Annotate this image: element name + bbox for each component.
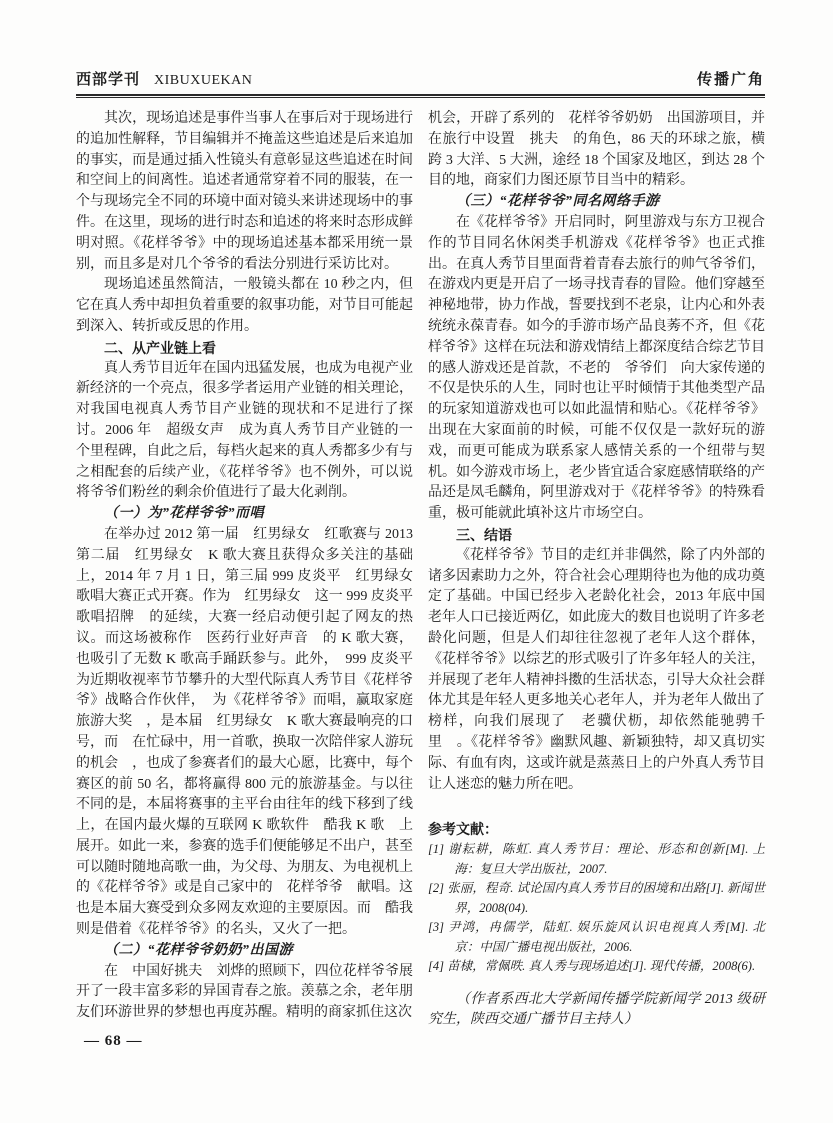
author-note: （作者系西北大学新闻传播学院新闻学 2013 级研究生，陕西交通广播节目主持人） [428, 991, 765, 1028]
paragraph: 在《花样爷爷》开启同时，阿里游戏与东方卫视合作的节目同名休闲类手机游戏《花样爷爷》也正式推出。在真人秀节目里面背着青春去旅行的帅气爷爷们，在游戏内更是开启了一场寻找青春的冒险。他们穿越至神秘地带，协力作战，誓要找到不老泉，让内心和外表统统永葆青春。如今的手游市场产品良莠不齐，但《花样爷爷》这样在玩法和游戏情结上都深度结合综艺节目的感人游戏还是首款，不老的 爷爷们 向大家传递的不仅是快乐的人生，同时也让平时倾情于其他类型产品的玩家知道游戏也可以如此温情和贴心。《花样爷爷》出现在大家面前的时候，可能不仅仅是一款好玩的游戏，而更可能成为联系家人感情关系的一个纽带与契机。如今游戏市场上，老少皆宜适合家庭感情联络的产品还是凤毛麟角，阿里游戏对于《花样爷爷》的特殊看重，极可能就此填补这片市场空白。 [428, 214, 765, 522]
paragraph: 现场追述虽然简洁，一般镜头都在 10 秒之内，但它在真人秀中却担负着重要的叙事功能，对节目可能起到深入、转折或反思的作用。 [76, 277, 413, 334]
references-title: 参考文献： [428, 821, 498, 838]
paragraph: 在举办过 2012 第一届 红男绿女 红歌赛与 2013 第二届 红男绿女 K 歌大赛且获得众多关注的基础上，2014 年 7 月 1 日，第三届 999 皮炎平 红男绿女 歌唱大赛正式开赛。作为 红男绿女 这一 999 皮炎平 歌唱招牌 的延续，大赛一经启动便引起了网友的热议。而这场被称作 医药行业好声音 的 K 歌大赛，也吸引了无数 K 歌高手踊跃参与。此外， 999 皮炎平 为近期收视率节节攀升的大型代际真人秀节目《花样爷爷》战略合作伙伴， 为《花样爷爷》而唱，赢取家庭旅游大奖 ，是本届 红男绿女 K 歌大赛最响亮的口号，而 在忙碌中，用一首歌，换取一次陪伴家人游玩的机会 ，也成了参赛者们的最大心愿，比赛中，每个赛区的前 50 名，都将赢得 800 元的旅游基金。与以往不同的是，本届将赛事的主平台由往年的线下移到了线上，在国内最火爆的互联网 K 歌软件 酷我 K 歌 上展开。如此一来，参赛的选手们便能够足不出户，甚至可以随时随地高歌一曲，为父母、为朋友、为电视机上的《花样爷爷》或是自己家中的 花样爷爷 献唱。这也是本届大赛受到众多网友欢迎的主要原因。而 酷我 则是借着《花样爷爷》的名头，又火了一把。 [76, 526, 427, 938]
section-heading: 二、从产业链上看 [104, 339, 216, 356]
sub-section-heading: （二）“花样爷爷奶奶”出国游 [104, 942, 293, 958]
page-content [76, 68, 765, 1031]
header-divider [76, 94, 765, 98]
paragraph-continued: 机会，开辟了系列的 花样爷爷奶奶 出国游项目，并在旅行中设置 挑夫 的角色，86 天的环球之旅，横跨 3 大洋、5 大洲，途经 18 个国家及地区，到达 28 个目的地，商家们力图还原节目当中的精彩。 [428, 111, 765, 189]
reference-item: [3] 尹鸿，冉儒学，陆虹. 娱乐旋风认识电视真人秀[M]. 北京：中国广播电视出版社，2006. [428, 920, 765, 954]
reference-item: [4] 苗棣，常佩昳. 真人秀与现场追述[J]. 现代传播，2008(6). [428, 959, 756, 974]
paragraph: 在 中国好挑夫 刘烨的照顾下，四位花样爷爷展开了一段丰富多彩的异国青春之旅。羡慕之余，老年朋友们环游世界的梦想也再度苏醒。精明的商家抓住这次 [76, 963, 413, 1021]
left-column [76, 109, 427, 1031]
section-label: 传播广角 [696, 71, 765, 88]
section-heading: 三、结语 [456, 526, 512, 543]
sub-section-heading: （三）“花样爷爷”同名网络手游 [456, 194, 660, 210]
paragraph: 真人秀节目近年在国内迅猛发展，也成为电视产业新经济的一个亮点，很多学者运用产业链的相关理论，对我国电视真人秀节目产业链的现状和不足进行了探讨。2006 年 超级女声 成为真人秀节目产业链的一个里程碑，自此之后，每档火起来的真人秀都多少有与之相配套的后续产业，《花样爷爷》也不例外，可以说 将爷爷们粉丝的剩余价值进行了最大化剥削。 [76, 360, 427, 501]
running-head [76, 68, 765, 89]
paragraph: 其次，现场追述是事件当事人在事后对于现场进行的追加性解释，节目编辑并不掩盖这些追述是后来追加的事实，而是通过插入性镜头有意彰显这些追述在时间和空间上的间离性。追述者通常穿着不同的服装，在一个与现场完全不同的环境中面对镜头来讲述现场中的事件。在这里，现场的进行时态和追述的将来时态形成鲜明对照。《花样爷爷》中的现场追述基本都采用统一景别，而且多是对几个爷爷的看法分别进行采访比对。 [76, 111, 413, 272]
page-header [76, 68, 765, 98]
page-number: — 68 — [84, 1033, 143, 1049]
journal-title-en: XIBUXUEKAN [154, 73, 253, 88]
article-body [76, 109, 765, 1031]
right-column [428, 109, 765, 1031]
paragraph: 《花样爷爷》节目的走红并非偶然，除了内外部的诸多因素助力之外，符合社会心理期待也为他的成功奠定了基础。中国已经步入老龄化社会，2013 年底中国老年人口已接近两亿，如此庞大的数目也说明了许多老龄化问题，但是人们却往往忽视了老年人这个群体，《花样爷爷》以综艺的形式吸引了许多年轻人的关注，并展现了老年人精神抖擞的生活状态，引导大众社会群体尤其是年轻人更多地关心老年人，并为老年人做出了榜样，向我们展现了 老骥伏枥，却依然能驰骋千里 。《花样爷爷》幽默风趣、新颖独特，却又真切实际、有血有肉，这或许就是蒸蒸日上的户外真人秀节目让人迷恋的魅力所在吧。 [428, 547, 765, 792]
journal-title-cn: 西部学刊 [76, 71, 141, 88]
sub-section-heading: （一）为”花样爷爷”而唱 [104, 506, 264, 522]
reference-item: [1] 谢耘耕，陈虹. 真人秀节目：理论、形态和创新[M]. 上海：复旦大学出版社，2007. [428, 842, 765, 876]
reference-item: [2] 张丽，程奇. 试论国内真人秀节目的困境和出路[J]. 新闻世界，2008(04). [428, 881, 765, 915]
